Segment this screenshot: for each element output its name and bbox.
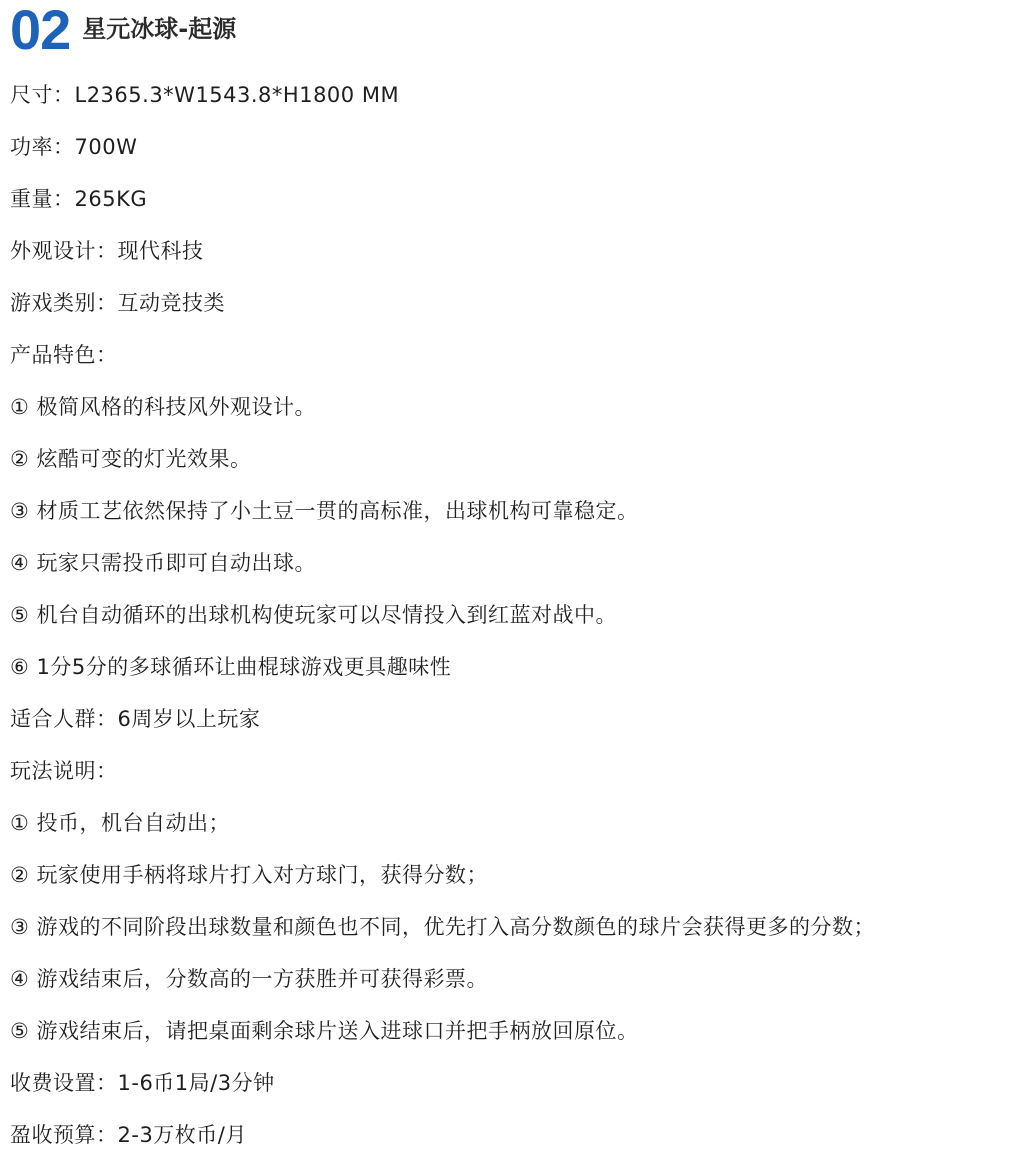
instruction-item: ⑤ 游戏结束后，请把桌面剩余球片送入进球口并把手柄放回原位。: [10, 1019, 639, 1043]
feature-item: ⑥ 1分5分的多球循环让曲棍球游戏更具趣味性: [10, 655, 452, 679]
section-header: [10, 0, 236, 60]
product-title: 星元冰球-起源: [82, 14, 237, 43]
feature-item: ⑤ 机台自动循环的出球机构使玩家可以尽情投入到红蓝对战中。: [10, 603, 617, 627]
feature-item: ④ 玩家只需投币即可自动出球。: [10, 551, 317, 575]
spec-size: 尺寸：L2365.3*W1543.8*H1800 MM: [10, 83, 400, 107]
feature-item: ① 极简风格的科技风外观设计。: [10, 395, 317, 419]
instruction-item: ④ 游戏结束后，分数高的一方获胜并可获得彩票。: [10, 967, 488, 991]
spec-pricing: 收费设置：1-6币1局/3分钟: [10, 1071, 275, 1095]
spec-audience: 适合人群：6周岁以上玩家: [10, 707, 261, 731]
instruction-item: ① 投币，机台自动出；: [10, 811, 231, 835]
instruction-item: ② 玩家使用手柄将球片打入对方球门，获得分数；: [10, 863, 488, 887]
instructions-heading: 玩法说明：: [10, 759, 118, 783]
spec-revenue: 盈收预算：2-3万枚币/月: [10, 1123, 247, 1147]
spec-category: 游戏类别：互动竞技类: [10, 291, 225, 315]
feature-item: ③ 材质工艺依然保持了小土豆一贯的高标准，出球机构可靠稳定。: [10, 499, 639, 523]
instruction-item: ③ 游戏的不同阶段出球数量和颜色也不同，优先打入高分数颜色的球片会获得更多的分数；: [10, 915, 875, 939]
features-heading: 产品特色：: [10, 343, 118, 367]
section-number: 02: [10, 0, 71, 61]
spec-appearance: 外观设计：现代科技: [10, 239, 204, 263]
spec-list: [10, 75, 1020, 1167]
spec-power: 功率：700W: [10, 135, 138, 159]
spec-weight: 重量：265KG: [10, 187, 148, 211]
feature-item: ② 炫酷可变的灯光效果。: [10, 447, 252, 471]
